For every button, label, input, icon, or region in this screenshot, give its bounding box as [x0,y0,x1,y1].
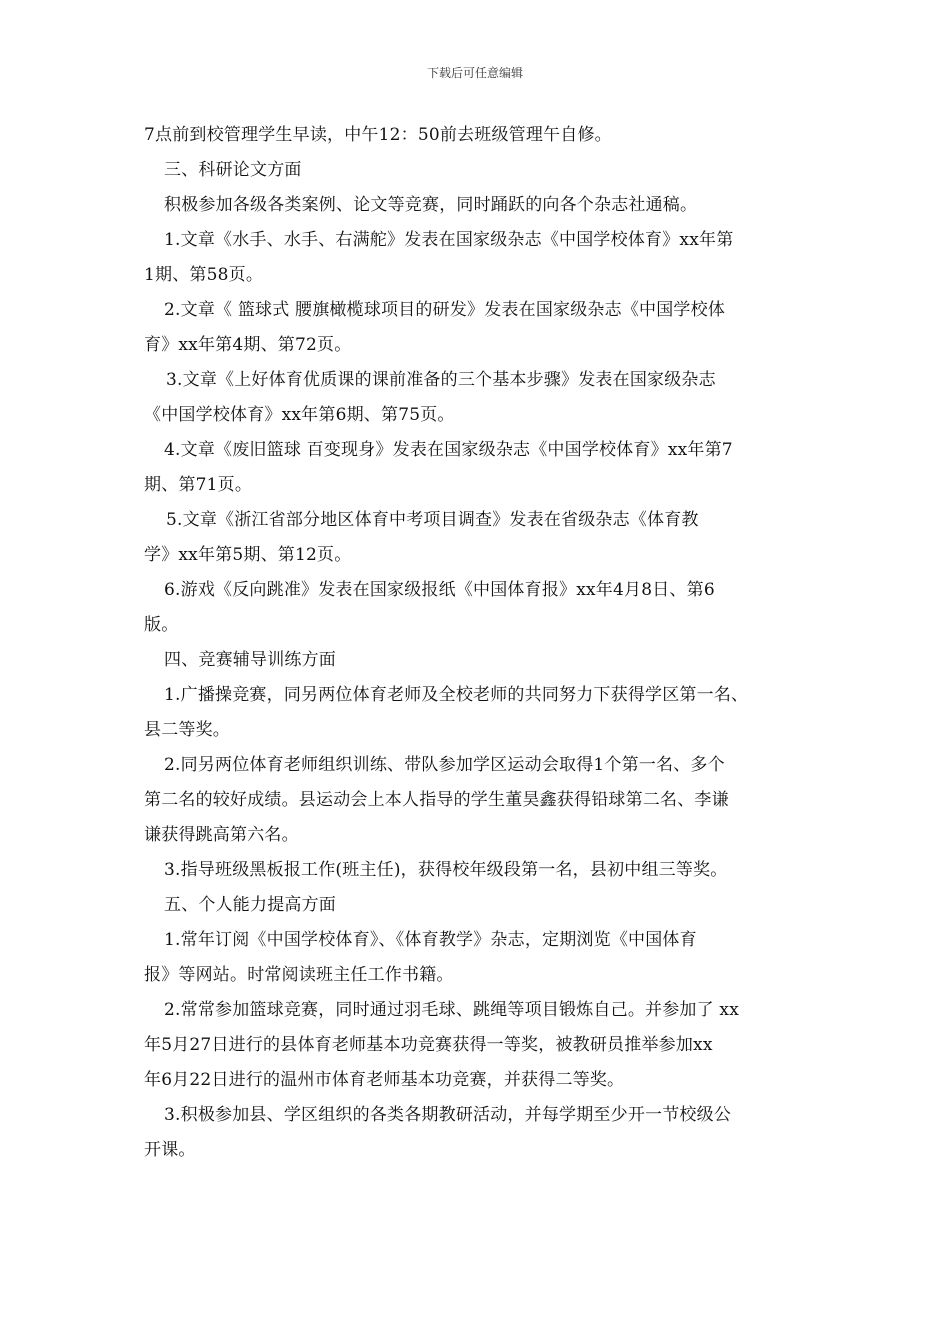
list-item-continuation: 报》等网站。时常阅读班主任工作书籍。 [144,965,454,985]
list-item-continuation: 期、第71页。 [144,475,253,495]
list-item-continuation: 年5月27日进行的县体育老师基本功竞赛获得一等奖，被教研员推举参加xx [144,1035,713,1055]
list-item: 2.常常参加篮球竞赛，同时通过羽毛球、跳绳等项目锻炼自己。并参加了 xx [164,1000,739,1020]
list-item: 4.文章《废旧篮球 百变现身》发表在国家级杂志《中国学校体育》xx年第7 [164,440,733,460]
list-item: 1.文章《水手、水手、右满舵》发表在国家级杂志《中国学校体育》xx年第 [164,230,734,250]
list-item-continuation: 《中国学校体育》xx年第6期、第75页。 [144,405,455,425]
list-item-continuation: 年6月22日进行的温州市体育老师基本功竞赛，并获得二等奖。 [144,1070,625,1090]
list-item: 5.文章《浙江省部分地区体育中考项目调查》发表在省级杂志《体育教 [166,510,699,530]
list-item: 3.指导班级黑板报工作(班主任)，获得校年级段第一名，县初中组三等奖。 [164,860,728,880]
list-item: 1.广播操竞赛，同另两位体育老师及全校老师的共同努力下获得学区第一名、 [164,685,749,705]
page-header: 下载后可任意编辑 [426,66,523,80]
list-item-continuation: 1期、第58页。 [144,265,264,285]
paragraph-line: 7点前到校管理学生早读，中午12：50前去班级管理午自修。 [144,125,612,145]
list-item-continuation: 育》xx年第4期、第72页。 [144,335,352,355]
list-item-continuation: 开课。 [144,1140,196,1160]
list-item: 3.积极参加县、学区组织的各类各期教研活动，并每学期至少开一节校级公 [164,1105,732,1125]
section-heading: 五、个人能力提高方面 [164,895,336,915]
list-item: 6.游戏《反向跳准》发表在国家级报纸《中国体育报》xx年4月8日、第6 [164,580,715,600]
list-item-continuation: 第二名的较好成绩。县运动会上本人指导的学生董昊鑫获得铅球第二名、李谦 [144,790,729,810]
list-item: 2.同另两位体育老师组织训练、带队参加学区运动会取得1个第一名、多个 [164,755,725,775]
list-item-continuation: 谦获得跳高第六名。 [144,825,299,845]
list-item: 3.文章《上好体育优质课的课前准备的三个基本步骤》发表在国家级杂志 [166,370,716,390]
list-item-continuation: 县二等奖。 [144,720,230,740]
document-body [144,118,814,1168]
list-item-continuation: 版。 [144,615,179,635]
paragraph-line: 积极参加各级各类案例、论文等竞赛，同时踊跃的向各个杂志社通稿。 [164,195,698,215]
list-item-continuation: 学》xx年第5期、第12页。 [144,545,352,565]
list-item: 2.文章《 篮球式 腰旗橄榄球项目的研发》发表在国家级杂志《中国学校体 [164,300,726,320]
section-heading: 四、竞赛辅导训练方面 [164,650,336,670]
section-heading: 三、科研论文方面 [164,160,302,180]
list-item: 1.常年订阅《中国学校体育》、《体育教学》杂志，定期浏览《中国体育 [164,930,697,950]
